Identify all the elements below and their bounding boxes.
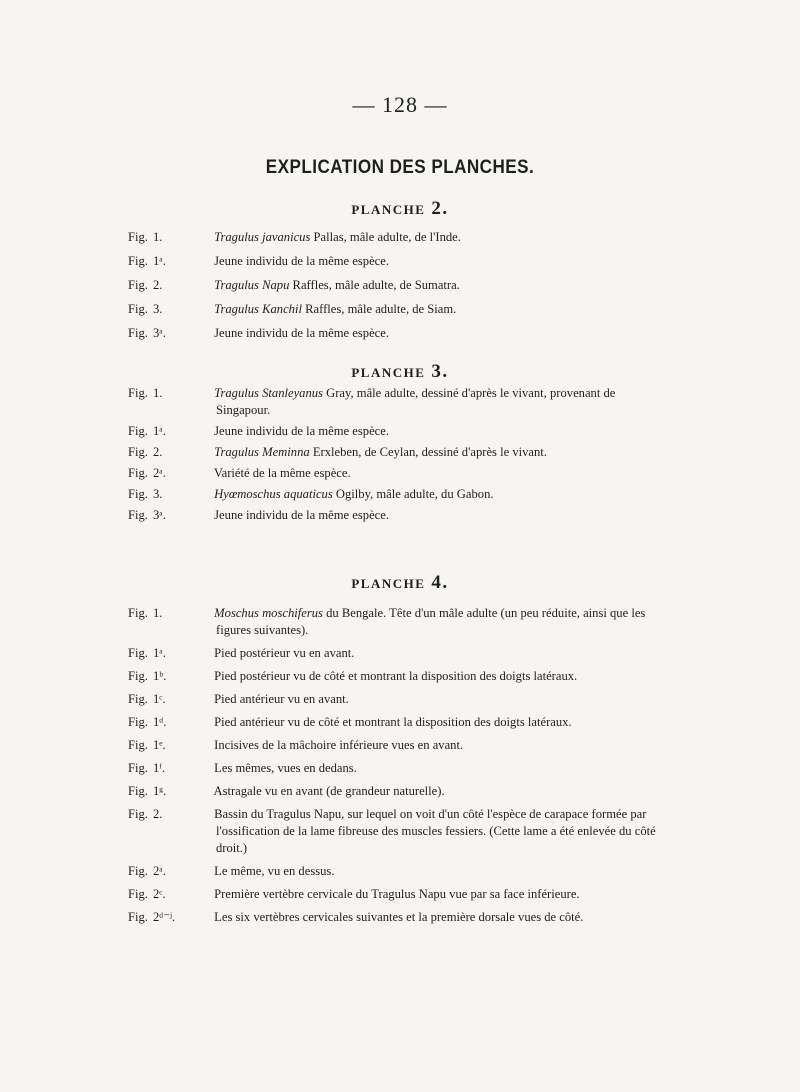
list-item: Fig. 1. Tragulus javanicus Pallas, mâle adulte, de l'Inde. <box>128 230 461 244</box>
list-item: Fig. 1. Tragulus Stanleyanus Gray, mâle adulte, dessiné d'après le vivant, provenant de Singapour. <box>128 386 616 417</box>
list-item: Fig. 1ᶠ. Les mêmes, vues en dedans. <box>128 761 357 775</box>
list-item: Fig. 2ᵃ. Le même, vu en dessus. <box>128 864 335 878</box>
planche-2-heading <box>0 198 800 220</box>
list-item: Fig. 3ᵃ. Jeune individu de la même espèce. <box>128 326 390 340</box>
list-item: Fig. 3. Tragulus Kanchil Raffles, mâle adulte, de Siam. <box>128 302 457 316</box>
planche-label: PLANCHE <box>351 576 426 591</box>
list-item: Fig. 3ᵃ. Jeune individu de la même espèce. <box>128 508 390 522</box>
list-item: Fig. 1ᵃ. Jeune individu de la même espèce. <box>128 254 390 268</box>
list-item: Fig. 1ᵇ. Pied postérieur vu de côté et montrant la disposition des doigts latéraux. <box>128 669 578 683</box>
planche-4-heading <box>0 572 800 594</box>
planche-2-list <box>128 229 672 342</box>
list-item: Fig. 2ᵈ⁻ʲ. Les six vertèbres cervicales suivantes et la première dorsale vues de côté. <box>128 910 584 924</box>
planche-number: 4. <box>431 572 449 593</box>
page-title: EXPLICATION DES PLANCHES. <box>265 157 535 178</box>
list-item: Fig. 1ᵉ. Incisives de la mâchoire inférieure vues en avant. <box>128 738 464 752</box>
planche-number: 2. <box>431 198 449 219</box>
list-item: Fig. 1ᶜ. Pied antérieur vu en avant. <box>128 692 349 706</box>
planche-4-list <box>128 605 672 926</box>
planche-number: 3. <box>431 361 449 382</box>
list-item: Fig. 1ᵃ. Pied postérieur vu en avant. <box>128 646 355 660</box>
planche-label: PLANCHE <box>351 202 426 217</box>
list-item: Fig. 1ᵍ. Astragale vu en avant (de grandeur naturelle). <box>128 784 445 798</box>
list-item: Fig. 2. Bassin du Tragulus Napu, sur lequel on voit d'un côté l'espèce de carapace formée par l'ossification de la lame fibreuse des muscles fessiers. (Cette lame a été enlevée du côté droit.) <box>128 807 656 855</box>
planche-label: PLANCHE <box>351 365 426 380</box>
list-item: Fig. 3. Hyœmoschus aquaticus Ogilby, mâle adulte, du Gabon. <box>128 487 494 501</box>
list-item: Fig. 2ᶜ. Première vertèbre cervicale du Tragulus Napu vue par sa face inférieure. <box>128 887 580 901</box>
list-item: Fig. 2. Tragulus Meminna Erxleben, de Ceylan, dessiné d'après le vivant. <box>128 445 547 459</box>
list-item: Fig. 1ᵃ. Jeune individu de la même espèce. <box>128 424 390 438</box>
list-item: Fig. 2. Tragulus Napu Raffles, mâle adulte, de Sumatra. <box>128 278 460 292</box>
page-number: — 128 — <box>352 92 448 117</box>
list-item: Fig. 1. Moschus moschiferus du Bengale. Tête d'un mâle adulte (un peu réduite, ainsi que les figures suivantes). <box>128 606 646 637</box>
list-item: Fig. 1ᵈ. Pied antérieur vu de côté et montrant la disposition des doigts latéraux. <box>128 715 572 729</box>
planche-3-heading <box>0 361 800 383</box>
list-item: Fig. 2ᵃ. Variété de la même espèce. <box>128 466 351 480</box>
planche-3-list <box>128 385 672 524</box>
